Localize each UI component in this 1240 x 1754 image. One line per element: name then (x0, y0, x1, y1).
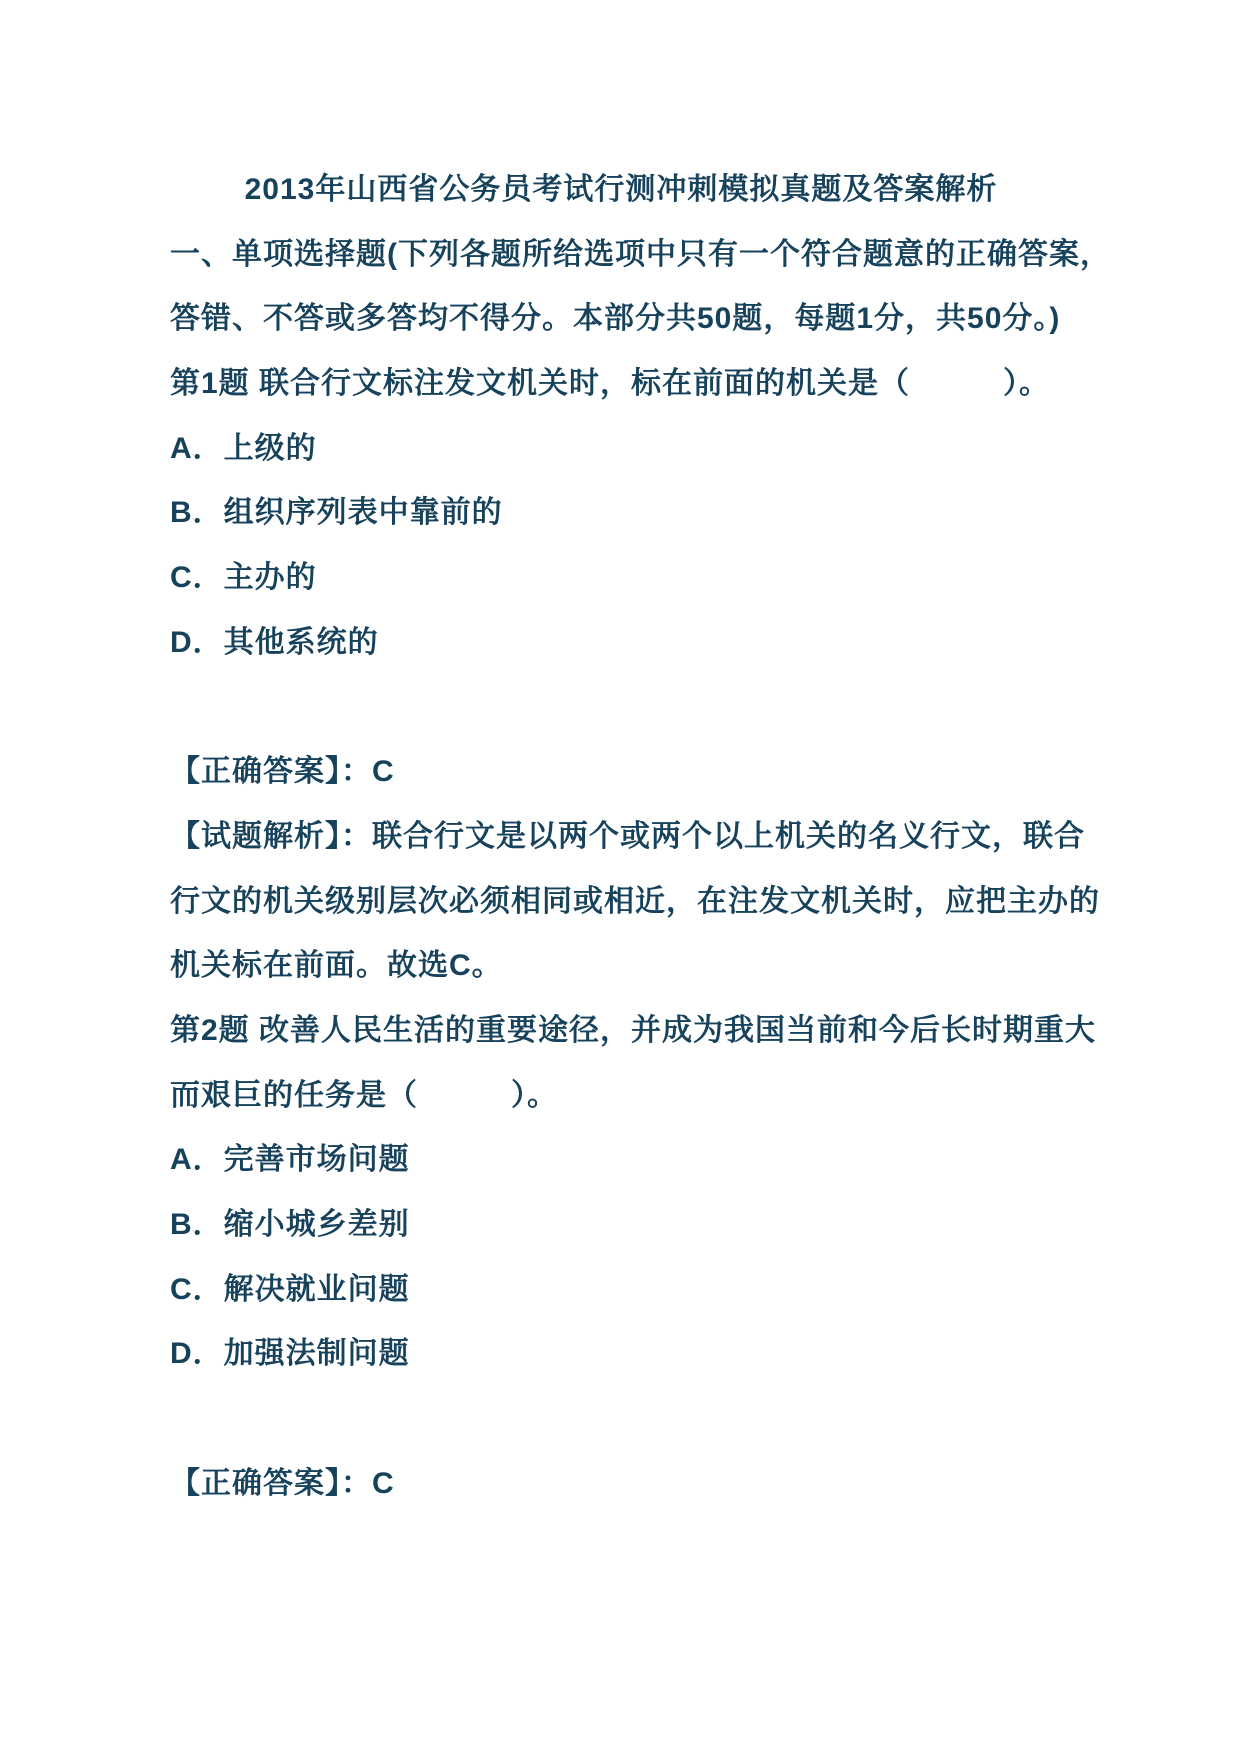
question-1-option-b: B．组织序列表中靠前的 (170, 496, 503, 530)
section-heading-line-1: 一、单项选择题(下列各题所给选项中只有一个符合题意的正确答案， (170, 237, 1111, 271)
page-title: 2013年山西省公务员考试行测冲刺模拟真题及答案解析 (244, 173, 998, 206)
question-2-stem-line-1: 第2题 改善人民生活的重要途径，并成为我国当前和今后长时期重大 (170, 1013, 1097, 1047)
question-2-option-a: A．完善市场问题 (170, 1143, 410, 1177)
question-1-explanation-line-2: 行文的机关级别层次必须相同或相近，在注发文机关时，应把主办的 (170, 884, 1100, 918)
question-2-option-d: D．加强法制问题 (170, 1337, 410, 1371)
blank-line (170, 1401, 1072, 1466)
question-1-explanation-line-1: 【试题解析】：联合行文是以两个或两个以上机关的名义行文，联合 (170, 819, 1085, 853)
blank-line (170, 690, 1072, 755)
question-2-option-c: C．解决就业问题 (170, 1272, 410, 1306)
question-1-option-a: A．上级的 (170, 431, 317, 465)
question-2-stem-line-2: 而艰巨的任务是（ ）。 (170, 1078, 558, 1112)
section-heading-line-2: 答错、不答或多答均不得分。本部分共50题，每题1分，共50分。) (170, 302, 1061, 336)
question-2-option-b: B．缩小城乡差别 (170, 1208, 410, 1241)
question-1-option-c: C．主办的 (170, 561, 317, 595)
question-1-answer: 【正确答案】：C (170, 755, 395, 789)
document-content (170, 172, 1111, 1530)
question-2-answer: 【正确答案】：C (170, 1466, 395, 1500)
question-1-stem: 第1题 联合行文标注发文机关时，标在前面的机关是（ ）。 (170, 367, 1051, 401)
question-1-option-d: D．其他系统的 (170, 625, 379, 659)
question-1-explanation-line-3: 机关标在前面。故选C。 (170, 949, 503, 983)
